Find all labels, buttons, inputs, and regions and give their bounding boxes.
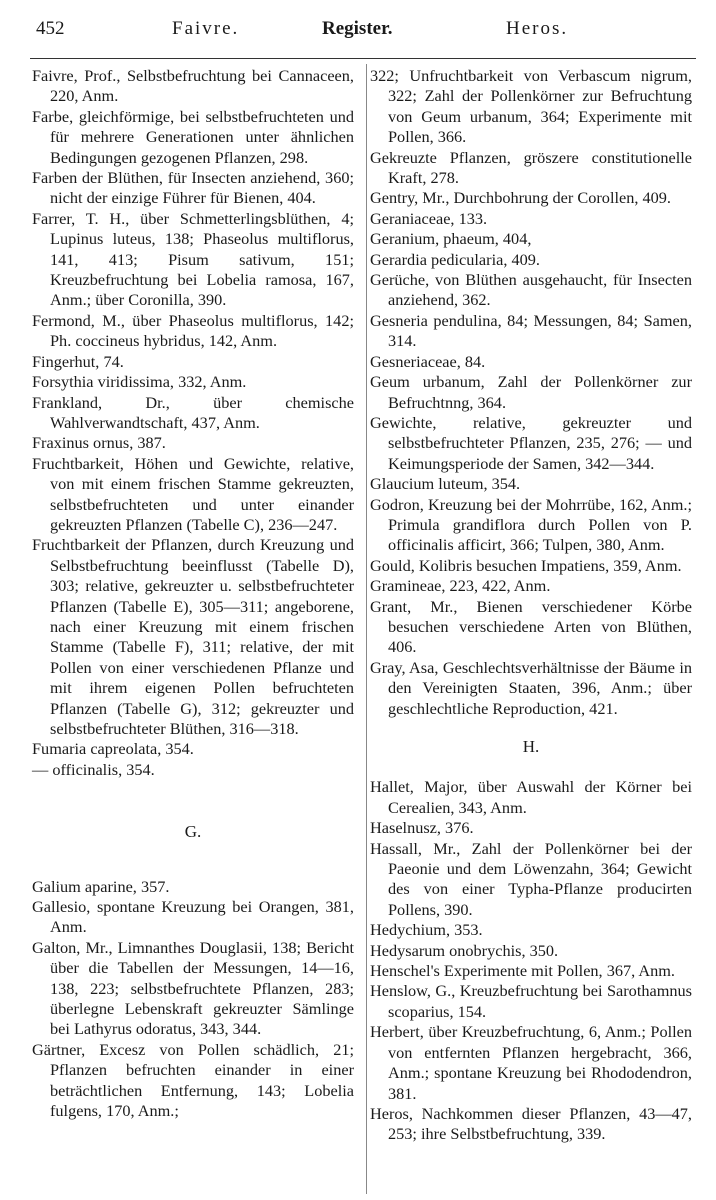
index-entry: Galium aparine, 357. bbox=[32, 876, 170, 896]
index-entry: Henschel's Experimente mit Pollen, 367, Anm. bbox=[370, 961, 675, 981]
index-entry: Gramineae, 223, 422, Anm. bbox=[370, 576, 551, 596]
section-letter-g: G. bbox=[184, 822, 202, 842]
column-divider bbox=[366, 64, 367, 1194]
index-entry: Gerardia pedicularia, 409. bbox=[370, 249, 540, 269]
index-entry: Farben der Blüthen, für Insecten anziehend, 360; nicht der einzige Führer für Bienen, 404. bbox=[32, 168, 354, 208]
page-number: 452 bbox=[36, 18, 65, 39]
index-entry: Gentry, Mr., Durchbohrung der Corollen, 409. bbox=[370, 188, 671, 208]
right-column bbox=[370, 66, 692, 1145]
left-column bbox=[32, 66, 354, 1122]
index-entry: Farbe, gleichförmige, bei selbstbefruchteten und für mehrere Generationen unter ähnlichen Bedingungen gezogenen Pflanzen, 298. bbox=[32, 106, 354, 167]
index-entry: Hedysarum onobrychis, 350. bbox=[370, 940, 559, 960]
index-entry: Hassall, Mr., Zahl der Pollenkörner bei der Paeonie und dem Löwenzahn, 364; Gewicht des von einer Typha-Pflanze producirten Pollens, 390. bbox=[370, 838, 692, 919]
header-last-entry: Heros. bbox=[506, 18, 569, 39]
index-entry: — officinalis, 354. bbox=[32, 759, 155, 779]
index-entry: Fraxinus ornus, 387. bbox=[32, 433, 166, 453]
index-entry: Henslow, G., Kreuzbefruchtung bei Sarothamnus scoparius, 154. bbox=[370, 981, 692, 1021]
index-entry: Galton, Mr., Limnanthes Douglasii, 138; Bericht über die Tabellen der Messungen, 14—16, 138, 223; selbstbefruchtete Pflanzen, 283; überlegne Lebenskraft gekreuzter Sämlinge bei Lathyrus odoratus, 343, 344. bbox=[32, 937, 354, 1039]
index-entry: Frankland, Dr., über chemische Wahlverwandtschaft, 437, Anm. bbox=[32, 392, 354, 432]
index-entry: Heros, Nachkommen dieser Pflanzen, 43—47, 253; ihre Selbstbefruchtung, 339. bbox=[370, 1103, 692, 1144]
running-header bbox=[36, 18, 696, 44]
index-entry: Forsythia viridissima, 332, Anm. bbox=[32, 372, 247, 392]
index-entry: Fruchtbarkeit der Pflanzen, durch Kreuzung und Selbstbefruchtung beeinflusst (Tabelle D), 303; relative, gekreuzter u. selbstbefruchteter Pflanzen (Tabelle E), 305—311; angeborene, nach einer Kreuzung mit einem frischen Stamme (Tabelle F), 311; relative, der mit Pollen von einer verschiedenen Pflanze und mit ihrem eigenen Pollen befruchteten Pflanzen (Tabelle G), 312; gekreuzter und selbstbefruchteter Blüthen, 316—318. bbox=[32, 535, 354, 738]
index-entry: Glaucium luteum, 354. bbox=[370, 474, 521, 494]
index-entry: Gerüche, von Blüthen ausgehaucht, für Insecten anziehend, 362. bbox=[370, 270, 692, 310]
index-entry: Gesneriaceae, 84. bbox=[370, 351, 486, 371]
index-entry: Gewichte, relative, gekreuzter und selbstbefruchteter Pflanzen, 235, 276; — und Keimungsperiode der Samen, 342—344. bbox=[370, 412, 692, 473]
index-entry: Geum urbanum, Zahl der Pollenkörner zur Befruchtnng, 364. bbox=[370, 372, 692, 412]
index-entry: Gesneria pendulina, 84; Messungen, 84; Samen, 314. bbox=[370, 310, 692, 351]
header-title: Register. bbox=[322, 18, 393, 39]
index-entry: Farrer, T. H., über Schmetterlingsblüthen, 4; Lupinus luteus, 138; Phaseolus multiflorus, 141, 413; Pisum sativum, 151; Kreuzbefruchtung bei Lobelia ramosa, 167, Anm.; über Coronilla, 390. bbox=[32, 208, 354, 310]
index-entry: Gallesio, spontane Kreuzung bei Orangen, 381, Anm. bbox=[32, 897, 354, 937]
index-entry: Hedychium, 353. bbox=[370, 920, 483, 940]
index-entry-continued: 322; Unfruchtbarkeit von Verbascum nigrum, 322; Zahl der Pollenkörner zur Befruchtung von Geum urbanum, 364; Experimente mit Pollen, 366. bbox=[370, 66, 692, 147]
index-entry: Hallet, Major, über Auswahl der Körner bei Cerealien, 343, Anm. bbox=[370, 777, 692, 817]
index-entry: Fingerhut, 74. bbox=[32, 351, 124, 371]
index-entry: Faivre, Prof., Selbstbefruchtung bei Cannaceen, 220, Anm. bbox=[32, 66, 354, 106]
index-entry: Gould, Kolibris besuchen Impatiens, 359, Anm. bbox=[370, 555, 682, 575]
index-entry: Haselnusz, 376. bbox=[370, 818, 474, 838]
index-entry: Fumaria capreolata, 354. bbox=[32, 739, 194, 759]
index-entry: Fermond, M., über Phaseolus multiflorus, 142; Ph. coccineus hybridus, 142, Anm. bbox=[32, 310, 354, 351]
index-entry: Gekreuzte Pflanzen, gröszere constitutionelle Kraft, 278. bbox=[370, 147, 692, 188]
index-entry: Grant, Mr., Bienen verschiedener Körbe besuchen verschiedene Arten von Blüthen, 406. bbox=[370, 596, 692, 657]
header-rule bbox=[30, 58, 696, 59]
index-entry: Gärtner, Excesz von Pollen schädlich, 21; Pflanzen befruchten einander in einer beträchtlichen Entfernung, 143; Lobelia fulgens, 170, Anm.; bbox=[32, 1039, 354, 1121]
index-entry: Godron, Kreuzung bei der Mohrrübe, 162, Anm.; Primula grandiflora durch Pollen von P. officinalis afficirt, 366; Tulpen, 380, Anm. bbox=[370, 494, 692, 555]
header-first-entry: Faivre. bbox=[172, 18, 240, 39]
index-entry: Fruchtbarkeit, Höhen und Gewichte, relative, von mit einem frischen Stamme gekreuzten, selbstbefruchteten und unter einander gekreuzten Pflanzen (Tabelle C), 236—247. bbox=[32, 453, 354, 534]
index-entry: Gray, Asa, Geschlechtsverhältnisse der Bäume in den Vereinigten Staaten, 396, Anm.; über geschlechtliche Reproduction, 421. bbox=[370, 657, 692, 718]
section-letter-h: H. bbox=[522, 737, 540, 756]
index-entry: Geranium, phaeum, 404, bbox=[370, 229, 532, 249]
index-entry: Herbert, über Kreuzbefruchtung, 6, Anm.; Pollen von entfernten Pflanzen hergebracht, 366, Anm.; spontane Kreuzung bei Rhododendron, 381. bbox=[370, 1022, 692, 1103]
index-entry: Geraniaceae, 133. bbox=[370, 208, 488, 228]
